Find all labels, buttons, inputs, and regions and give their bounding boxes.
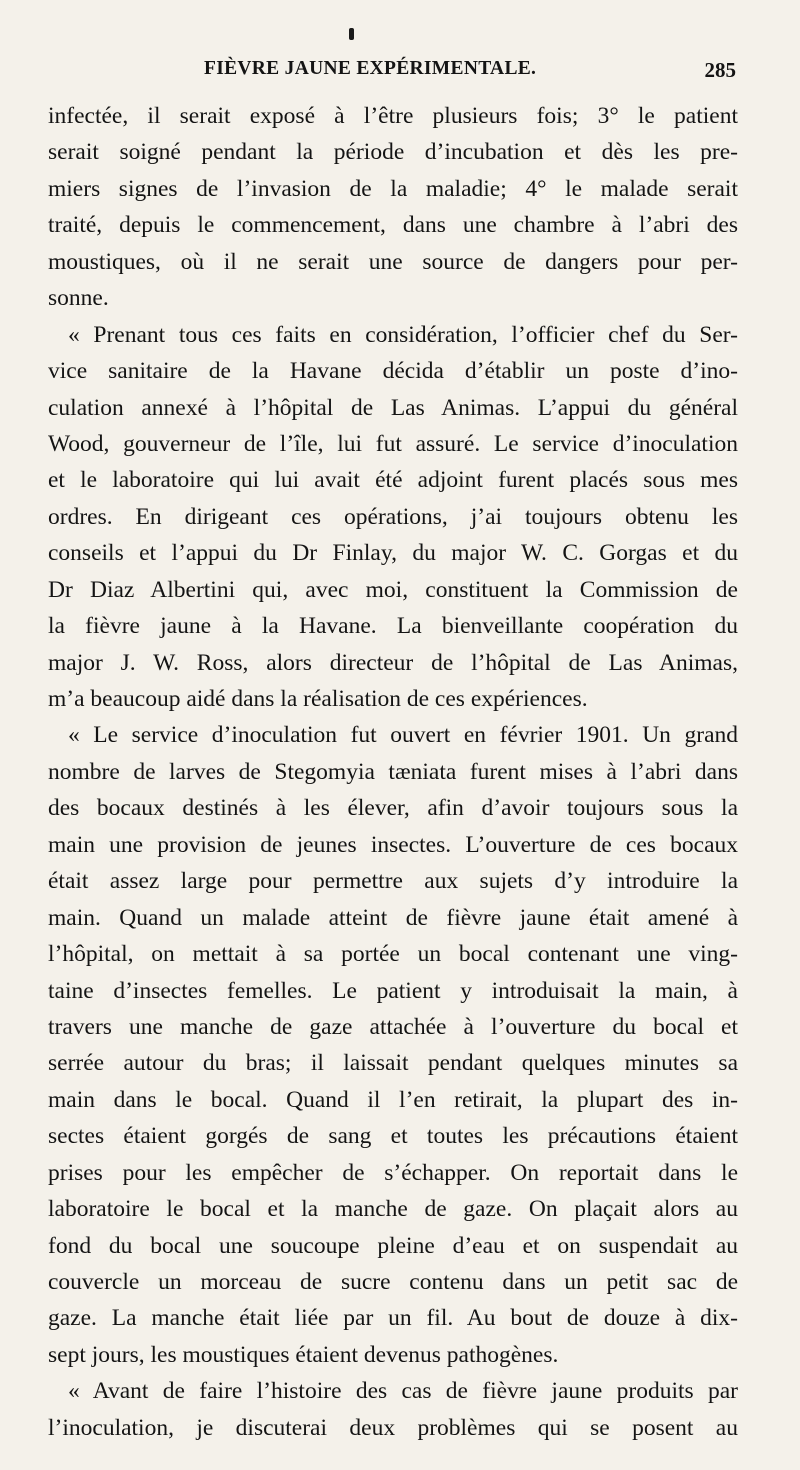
text-line: gaze. La manche était liée par un fil. Au bout de douze à dix- [48, 1305, 738, 1332]
text-line: main dans le bocal. Quand il l’en retirait, la plupart des in- [48, 1086, 738, 1113]
text-line: conseils et l’appui du Dr Finlay, du major W. C. Gorgas et du [48, 540, 738, 567]
text-line: nombre de larves de Stegomyia tæniata furent mises à l’abri dans [48, 758, 738, 785]
text-line: main. Quand un malade atteint de fièvre jaune était amené à [48, 904, 738, 931]
page-number: 285 [704, 58, 736, 82]
running-title: FIÈVRE JAUNE EXPÉRIMENTALE. [204, 58, 537, 79]
text-line: moustiques, où il ne serait une source de dangers pour per- [48, 248, 738, 275]
text-line: culation annexé à l’hôpital de Las Animas. L’appui du général [48, 394, 738, 421]
text-line: major J. W. Ross, alors directeur de l’hôpital de Las Animas, [48, 649, 738, 676]
text-line: serrée autour du bras; il laissait pendant quelques minutes sa [48, 1050, 738, 1077]
text-line: fond du bocal une soucoupe pleine d’eau et on suspendait au [48, 1232, 738, 1259]
text-line: l’inoculation, je discuterai deux problèmes qui se posent au [48, 1414, 738, 1441]
text-line: l’hôpital, on mettait à sa portée un bocal contenant une ving- [48, 941, 738, 968]
text-line: infectée, il serait exposé à l’être plusieurs fois; 3° le patient [48, 103, 738, 129]
text-line: des bocaux destinés à les élever, afin d’avoir toujours sous la [48, 795, 738, 822]
text-line: laboratoire le bocal et la manche de gaze. On plaçait alors au [48, 1196, 738, 1223]
text-line: et le laboratoire qui lui avait été adjoint furent placés sous mes [48, 467, 738, 494]
text-line: main une provision de jeunes insectes. L’ouverture de ces bocaux [48, 831, 738, 858]
text-line: prises pour les empêcher de s’échapper. On reportait dans le [48, 1159, 738, 1186]
text-line: vice sanitaire de la Havane décida d’établir un poste d’ino- [48, 358, 738, 385]
text-line: sept jours, les moustiques étaient devenus pathogènes. [48, 1341, 559, 1368]
text-line: « Avant de faire l’histoire des cas de fièvre jaune produits par [68, 1378, 738, 1405]
text-line: Wood, gouverneur de l’île, lui fut assuré. Le service d’inoculation [48, 430, 738, 457]
text-line: la fièvre jaune à la Havane. La bienveillante coopération du [48, 613, 738, 640]
text-line: était assez large pour permettre aux sujets d’y introduire la [48, 868, 738, 895]
text-line: miers signes de l’invasion de la maladie; 4° le malade serait [48, 175, 738, 202]
text-line: traité, depuis le commencement, dans une chambre à l’abri des [48, 212, 738, 239]
text-line: ordres. En dirigeant ces opérations, j’ai toujours obtenu les [48, 503, 738, 530]
ink-speck [349, 28, 354, 40]
text-line: taine d’insectes femelles. Le patient y introduisait la main, à [48, 977, 738, 1004]
text-line: « Le service d’inoculation fut ouvert en février 1901. Un grand [68, 722, 738, 749]
body-text [48, 98, 738, 1446]
text-line: m’a beaucoup aidé dans la réalisation de ces expériences. [48, 686, 588, 712]
text-line: travers une manche de gaze attachée à l’ouverture du bocal et [48, 1013, 738, 1040]
text-line: Dr Diaz Albertini qui, avec moi, constituent la Commission de [48, 576, 738, 603]
text-line: sectes étaient gorgés de sang et toutes les précautions étaient [48, 1123, 738, 1150]
text-line: sonne. [48, 285, 109, 312]
page-header [46, 58, 736, 90]
text-line: « Prenant tous ces faits en considération, l’officier chef du Ser- [68, 321, 738, 348]
text-line: couvercle un morceau de sucre contenu dans un petit sac de [48, 1269, 738, 1295]
text-line: serait soigné pendant la période d’incubation et dès les pre- [48, 139, 738, 166]
